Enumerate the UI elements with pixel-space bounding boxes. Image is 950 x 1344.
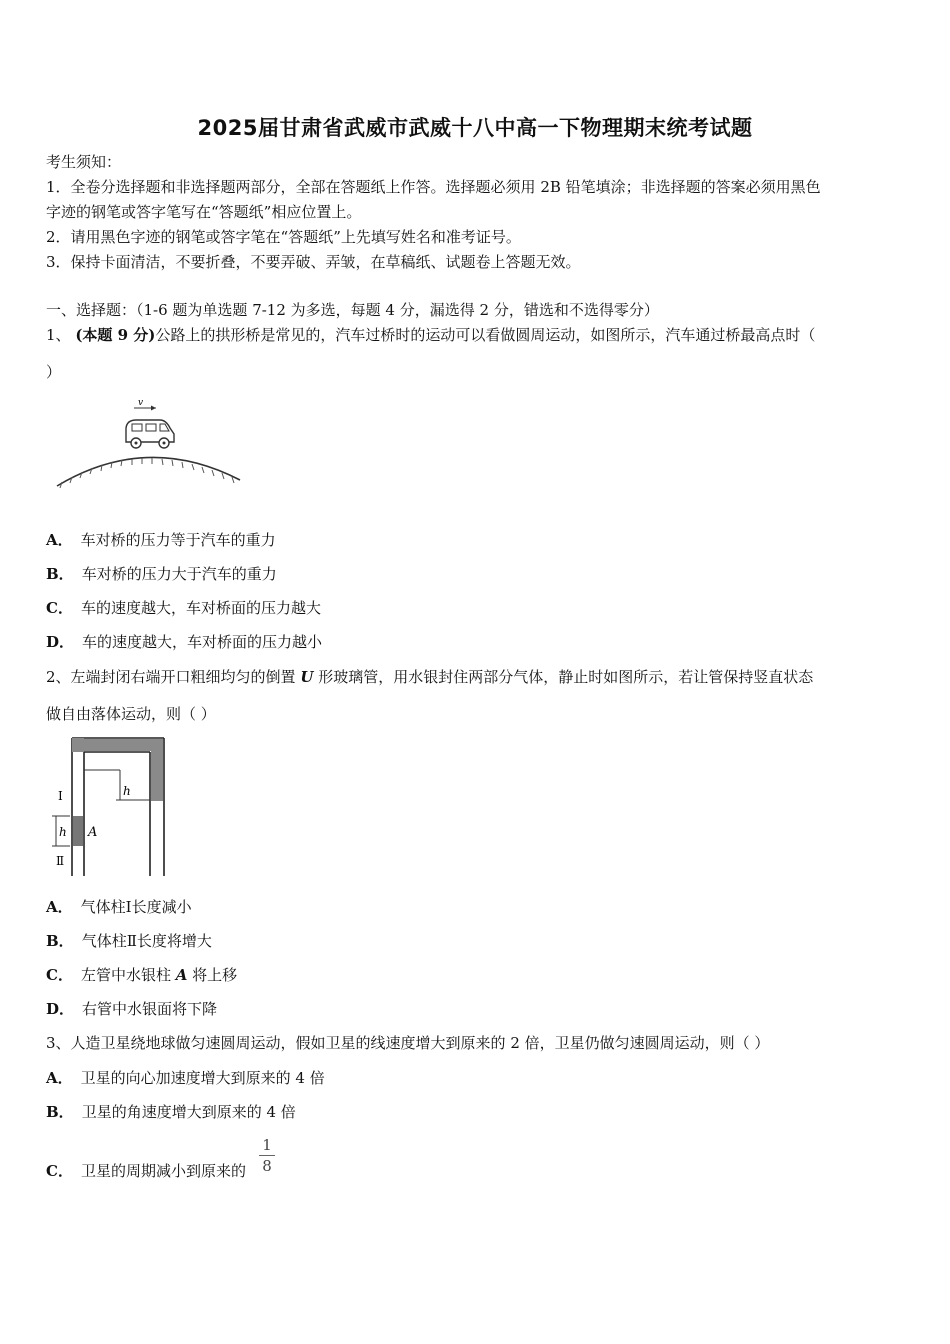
question-3-option-c <box>46 1161 246 1181</box>
option-text: 气体柱Ⅰ长度减小 <box>80 898 192 916</box>
question-1-text: 公路上的拱形桥是常见的，汽车过桥时的运动可以看做圆周运动，如图所示，汽车通过桥最高点时（ <box>155 326 816 344</box>
option-symbol-a: A <box>175 966 188 984</box>
option-text: 左管中水银柱 <box>80 966 176 984</box>
question-1 <box>46 325 815 345</box>
option-text-cont: 将上移 <box>187 966 238 984</box>
notice-heading: 考生须知： <box>46 153 122 171</box>
page-title: 2025届甘肃省武威市武威十八中高一下物理期末统考试题 <box>197 116 753 140</box>
h-label-left: h <box>59 825 67 839</box>
question-2-option-c <box>46 965 237 985</box>
option-label: A． <box>46 898 73 916</box>
question-2-option-d <box>46 999 217 1019</box>
question-2-option-a <box>46 897 192 917</box>
option-text: 右管中水银面将下降 <box>82 1000 218 1018</box>
velocity-label: v <box>138 398 144 408</box>
option-text: 卫星的角速度增大到原来的 4 倍 <box>81 1103 296 1121</box>
question-1-option-b <box>46 564 277 584</box>
option-label: D． <box>46 633 75 651</box>
u-tube-figure <box>50 734 175 880</box>
notice-item-1-cont: 字迹的钢笔或答字笔写在“答题纸”相应位置上。 <box>46 203 362 221</box>
option-label: C． <box>46 1162 73 1180</box>
notice-item-3: 3．保持卡面清洁，不要折叠，不要弄破、弄皱，在草稿纸、试题卷上答题无效。 <box>46 253 581 271</box>
question-3-option-a <box>46 1068 325 1088</box>
question-2-text: 2、左端封闭右端开口粗细均匀的倒置 <box>46 668 301 686</box>
section-heading: 一、选择题：（1-6 题为单选题 7-12 为多选，每题 4 分，漏选得 2 分，错选和不选得零分） <box>46 301 659 319</box>
arch-bridge-figure <box>52 394 252 494</box>
question-1-close: ） <box>46 363 62 381</box>
question-2-u-symbol: U <box>300 668 314 686</box>
notice-item-1: 1．全卷分选择题和非选择题两部分，全部在答题纸上作答。选择题必须用 2B 铅笔填涂；非选择题的答案必须用黑色 <box>46 178 821 196</box>
gas-column-i-label: Ⅰ <box>58 789 63 803</box>
car-icon <box>126 420 174 448</box>
question-1-option-c <box>46 598 321 618</box>
option-label: C． <box>46 599 73 617</box>
option-label: B． <box>46 932 74 950</box>
option-text: 气体柱Ⅱ长度将增大 <box>81 932 212 950</box>
question-2-line-2: 做自由落体运动，则（ ） <box>46 705 216 723</box>
gas-column-ii-label: Ⅱ <box>56 854 65 868</box>
question-1-option-a <box>46 530 276 550</box>
h-label-right: h <box>123 784 131 798</box>
option-label: B． <box>46 565 74 583</box>
option-text: 车的速度越大，车对桥面的压力越小 <box>82 633 323 651</box>
option-text: 卫星的周期减小到原来的 <box>80 1162 246 1180</box>
question-2-text-cont: 形玻璃管，用水银封住两部分气体，静止时如图所示，若让管保持竖直状态 <box>313 668 814 686</box>
question-3-option-b <box>46 1102 296 1122</box>
option-label: D． <box>46 1000 75 1018</box>
question-2-option-b <box>46 931 212 951</box>
fraction-denominator: 8 <box>262 1157 272 1175</box>
option-text: 车对桥的压力大于汽车的重力 <box>81 565 277 583</box>
question-2 <box>46 667 813 687</box>
notice-item-2: 2．请用黑色字迹的钢笔或答字笔在“答题纸”上先填写姓名和准考证号。 <box>46 228 521 246</box>
option-text: 车对桥的压力等于汽车的重力 <box>80 531 276 549</box>
option-label: A． <box>46 1069 73 1087</box>
fraction-one-eighth <box>259 1136 275 1175</box>
option-label: B． <box>46 1103 74 1121</box>
mercury-a-label: A <box>88 825 98 840</box>
option-label: A． <box>46 531 73 549</box>
option-text: 卫星的向心加速度增大到原来的 4 倍 <box>80 1069 325 1087</box>
question-1-option-d <box>46 632 322 652</box>
option-label: C． <box>46 966 73 984</box>
option-text: 车的速度越大，车对桥面的压力越大 <box>80 599 321 617</box>
question-3: 3、人造卫星绕地球做匀速圆周运动，假如卫星的线速度增大到原来的 2 倍，卫星仍做匀速圆周运动，则（ ） <box>46 1034 770 1052</box>
question-1-score: (本题 9 分) <box>75 326 156 344</box>
question-1-number: 1、 <box>46 326 71 344</box>
fraction-numerator: 1 <box>262 1136 272 1154</box>
